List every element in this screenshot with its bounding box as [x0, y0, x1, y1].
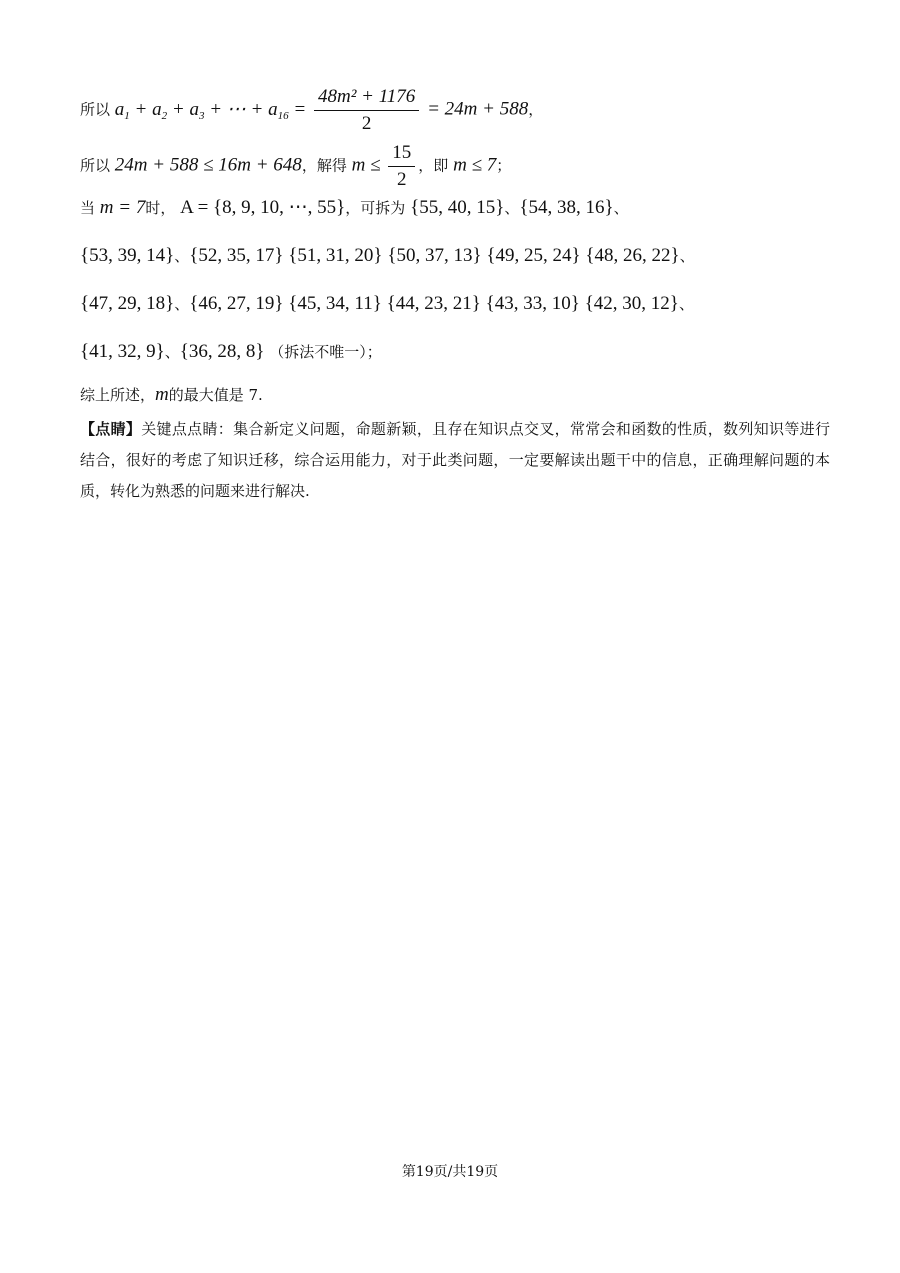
- fraction-denominator: 2: [361, 113, 372, 134]
- fraction-denominator: 2: [397, 169, 407, 190]
- comment-label: 【点睛】: [80, 420, 142, 438]
- inequality-lhs: m ≤: [351, 154, 381, 176]
- inequality: 24m + 588 ≤ 16m + 648: [114, 154, 302, 176]
- comment-paragraph: [80, 414, 830, 507]
- subset: {47, 29, 18}: [80, 293, 175, 314]
- equation-line-1: [80, 86, 543, 135]
- subset: {52, 35, 17}: [189, 245, 284, 266]
- subset: {49, 25, 24}: [486, 245, 581, 266]
- equation-line-2: [80, 142, 511, 191]
- equation-line-6: {41, 32, 9}、{36, 28, 8} （拆法不唯一）；: [80, 341, 382, 362]
- sum-result: = 24m + 588: [427, 98, 529, 120]
- sum-expression: $a_1 + a_2 + a_3$ + ⋯ + $a_{16}$ =: [114, 98, 307, 122]
- conclusion-text: 的最大值是 7.: [168, 386, 263, 404]
- subset: {43, 33, 10}: [485, 293, 580, 314]
- subset: {54, 38, 16}: [519, 197, 614, 218]
- punct: ，: [528, 100, 544, 119]
- text-prefix: 综上所述，: [80, 386, 156, 404]
- page-footer: 第19页/共19页: [401, 1164, 499, 1180]
- equation-line-3: 当 m = 7时， A = {8, 9, 10, ⋯, 55}，可拆为 {55, 40, 15}、{54, 38, 16}、: [80, 197, 629, 218]
- final-bound: m ≤ 7: [453, 154, 497, 176]
- text-mid: ，解得: [301, 156, 347, 175]
- sum-fraction: [314, 86, 419, 135]
- subset: {55, 40, 15}: [410, 197, 505, 218]
- conclusion-line: [80, 385, 263, 405]
- equation-line-5: {47, 29, 18}、{46, 27, 19} {45, 34, 11} {44, 23, 21} {43, 33, 10} {42, 30, 12}、: [80, 293, 694, 314]
- subset: {36, 28, 8}: [179, 341, 265, 362]
- condition: m = 7: [99, 197, 146, 218]
- fraction-numerator: 15: [388, 142, 415, 167]
- subset: {42, 30, 12}: [584, 293, 679, 314]
- comment-text: 关键点点睛：集合新定义问题，命题新颖，且存在知识点交叉，常常会和函数的性质，数列知识等进行结合，很好的考虑了知识迁移，综合运用能力，对于此类问题，一定要解读出题干中的信息，正确理解问题的本质，转化为熟悉的问题来进行解决.: [80, 420, 830, 500]
- variable-m: m: [155, 384, 169, 405]
- text-prefix: 所以: [80, 156, 111, 175]
- subset: {51, 31, 20}: [288, 245, 383, 266]
- text-prefix: 当: [80, 199, 96, 217]
- bound-fraction: [388, 142, 415, 191]
- text-mid: 时，: [145, 199, 176, 217]
- subset: {53, 39, 14}: [80, 245, 175, 266]
- subset: {41, 32, 9}: [80, 341, 165, 362]
- punct: 、: [678, 295, 694, 313]
- fraction-numerator: 48m² + 1176: [314, 86, 419, 111]
- subset: {44, 23, 21}: [386, 293, 481, 314]
- subset: {50, 37, 13}: [387, 245, 482, 266]
- set-A: A = {8, 9, 10, ⋯, 55}: [180, 197, 346, 218]
- punct: ；: [496, 156, 512, 175]
- text-split: ，可拆为: [345, 199, 406, 217]
- punct: 、: [679, 247, 695, 265]
- subset: {48, 26, 22}: [585, 245, 680, 266]
- subset: {46, 27, 19}: [189, 293, 284, 314]
- equation-line-4: {53, 39, 14}、{52, 35, 17} {51, 31, 20} {50, 37, 13} {49, 25, 24} {48, 26, 22}、: [80, 245, 695, 266]
- text-prefix: 所以: [80, 100, 111, 119]
- text-tail: ，即: [418, 156, 449, 175]
- subset: {45, 34, 11}: [288, 293, 382, 314]
- punct: 、: [613, 199, 629, 217]
- note: （拆法不唯一）；: [269, 343, 382, 361]
